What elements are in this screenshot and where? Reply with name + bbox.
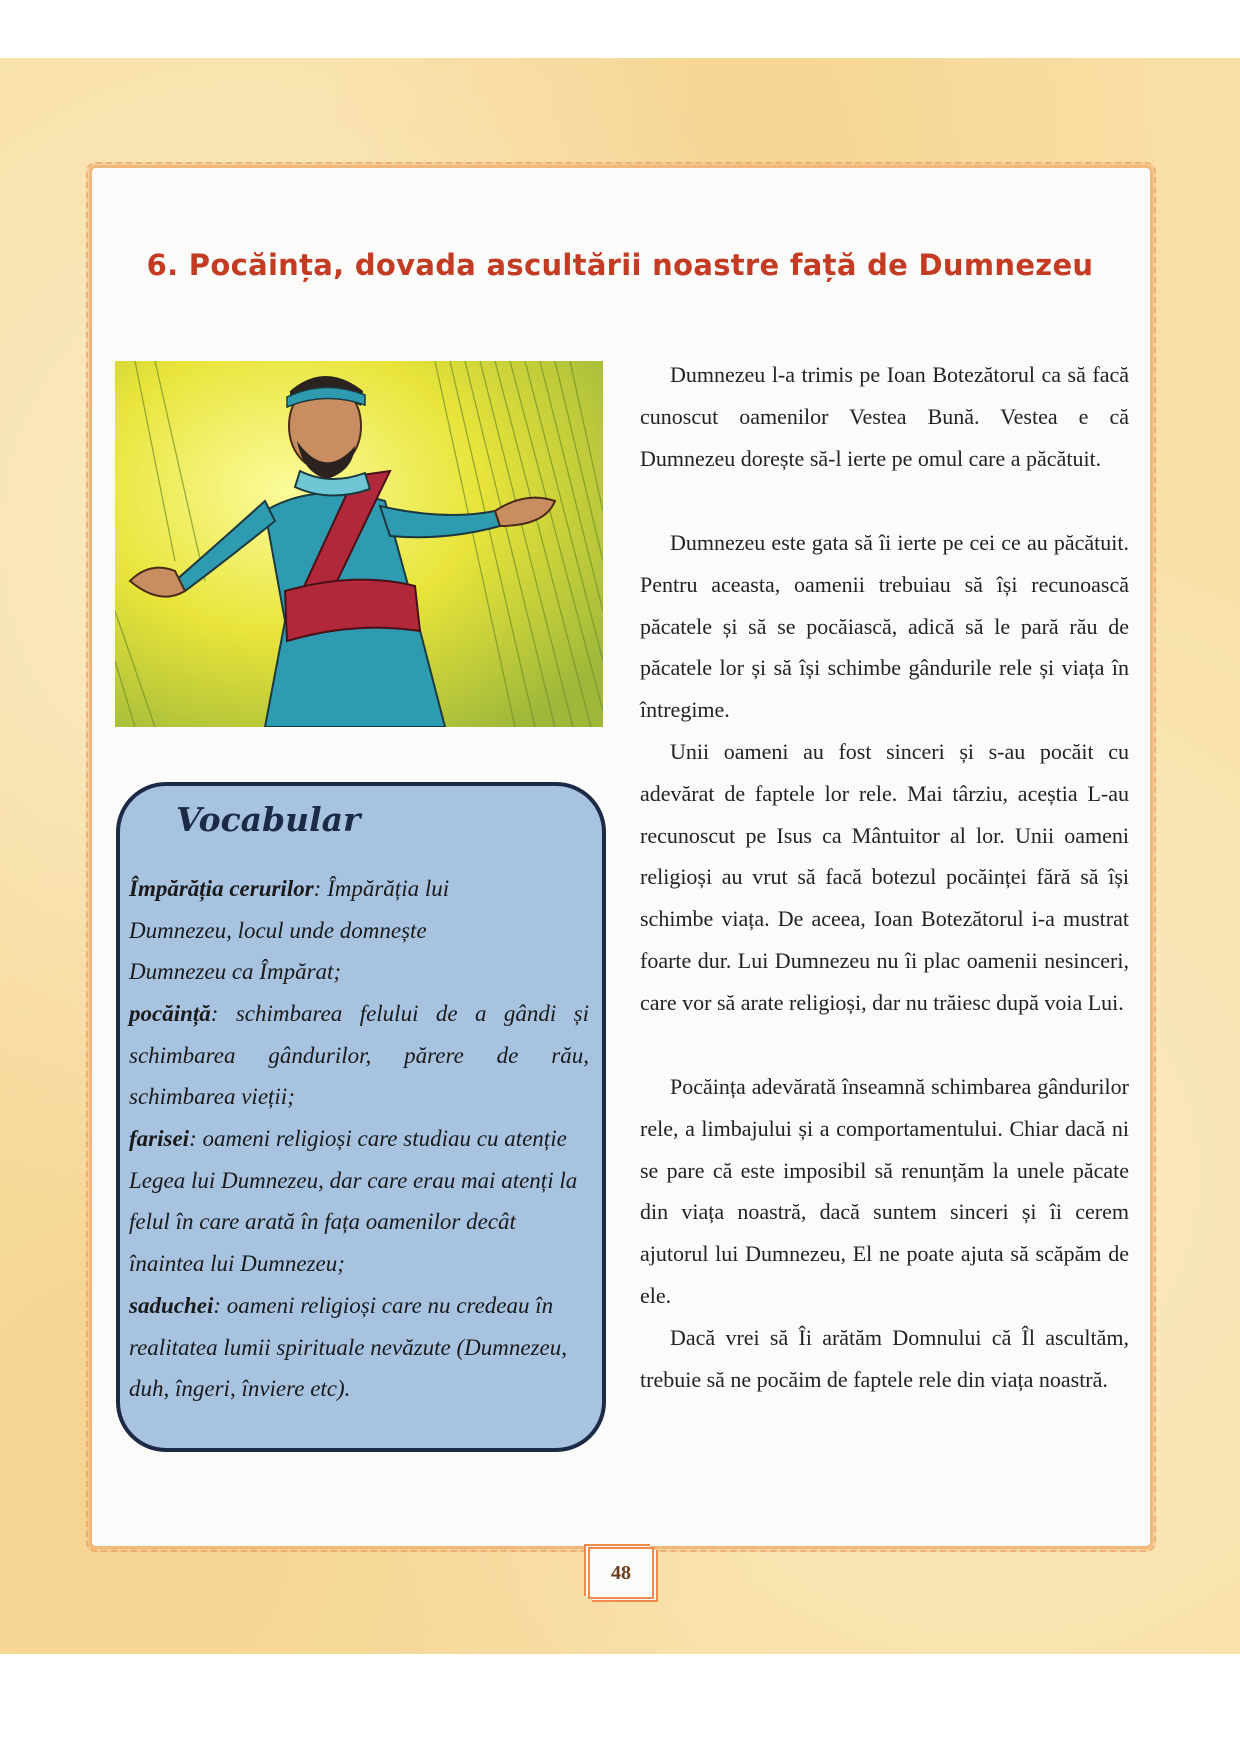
paragraph-1: Dumnezeu l-a trimis pe Ioan Botezătorul ca să facă cunoscut oamenilor Vestea Bună. Vestea e că Dumnezeu dorește să-l ierte pe omul care a păcătuit. [640, 362, 1129, 471]
vocabulary-term: Împărăția cerurilor [129, 876, 314, 901]
illustration-man-praying [115, 361, 603, 727]
vocabulary-heading: Vocabular [176, 800, 361, 839]
paragraph-5: Dacă vrei să Îi arătăm Domnului că Îl ascultăm, trebuie să ne pocăim de faptele rele din viața noastră. [640, 1325, 1129, 1392]
paragraph-4: Pocăința adevărată înseamnă schimbarea gândurilor rele, a limbajului și a comportamentului. Chiar dacă ni se pare că este imposibil să renunțăm la unele păcate din viața noastră, dacă suntem sinceri și îi cerem ajutorul lui Dumnezeu, El ne poate ajuta să scăpăm de ele. [640, 1074, 1129, 1308]
vocabulary-definition: : schimbarea felului de a gândi și schimbarea gândurilor, părere de rău, schimbarea vieții; [129, 1001, 589, 1109]
vocabulary-term: pocăință [129, 1001, 211, 1026]
vocabulary-term: saduchei [129, 1293, 214, 1318]
paragraph-3: Unii oameni au fost sinceri și s-au pocăit cu adevărat de faptele lor rele. Mai târziu, aceștia L-au recunoscut pe Isus ca Mântuitor al lor. Unii oameni religioși au vrut să facă botezul pocăinței fără să își schimbe viața. De aceea, Ioan Botezătorul i-a mustrat foarte dur. Lui Dumnezeu nu îi plac oamenii nesinceri, care vor să arate religioși, dar nu trăiesc după voia Lui. [640, 739, 1129, 1015]
vocabulary-definition: : oameni religioși care studiau cu atenție Legea lui Dumnezeu, dar care erau mai atenți la felul în care arată în fața oamenilor decât înaintea lui Dumnezeu; [129, 1126, 578, 1276]
vocabulary-definition: : Împărăția lui Dumnezeu, locul unde domnește Dumnezeu ca Împărat; [129, 876, 450, 984]
vocabulary-term: farisei [129, 1126, 190, 1151]
paragraph-2: Dumnezeu este gata să îi ierte pe cei ce au păcătuit. Pentru aceasta, oamenii trebuiau să își recunoască păcatele și să se pocăiască, adică să le pară rău de păcatele lor și să își schimbe gândurile rele și viața în întregime. [640, 530, 1129, 723]
vocabulary-entry-pocainta [129, 993, 589, 1118]
lesson-title: 6. Pocăința, dovada ascultării noastre față de Dumnezeu [146, 248, 1094, 282]
vocabulary-definition: : oameni religioși care nu credeau în realitatea lumii spirituale nevăzute (Dumnezeu, duh, îngeri, înviere etc). [129, 1293, 567, 1401]
vocabulary-entry-saduchei [129, 1285, 589, 1410]
vocabulary-entry-imparatia-cerurilor [129, 868, 459, 993]
page-number-frame [588, 1547, 654, 1599]
vocabulary-entry-farisei [129, 1118, 589, 1284]
page-number: 48 [611, 1561, 631, 1584]
